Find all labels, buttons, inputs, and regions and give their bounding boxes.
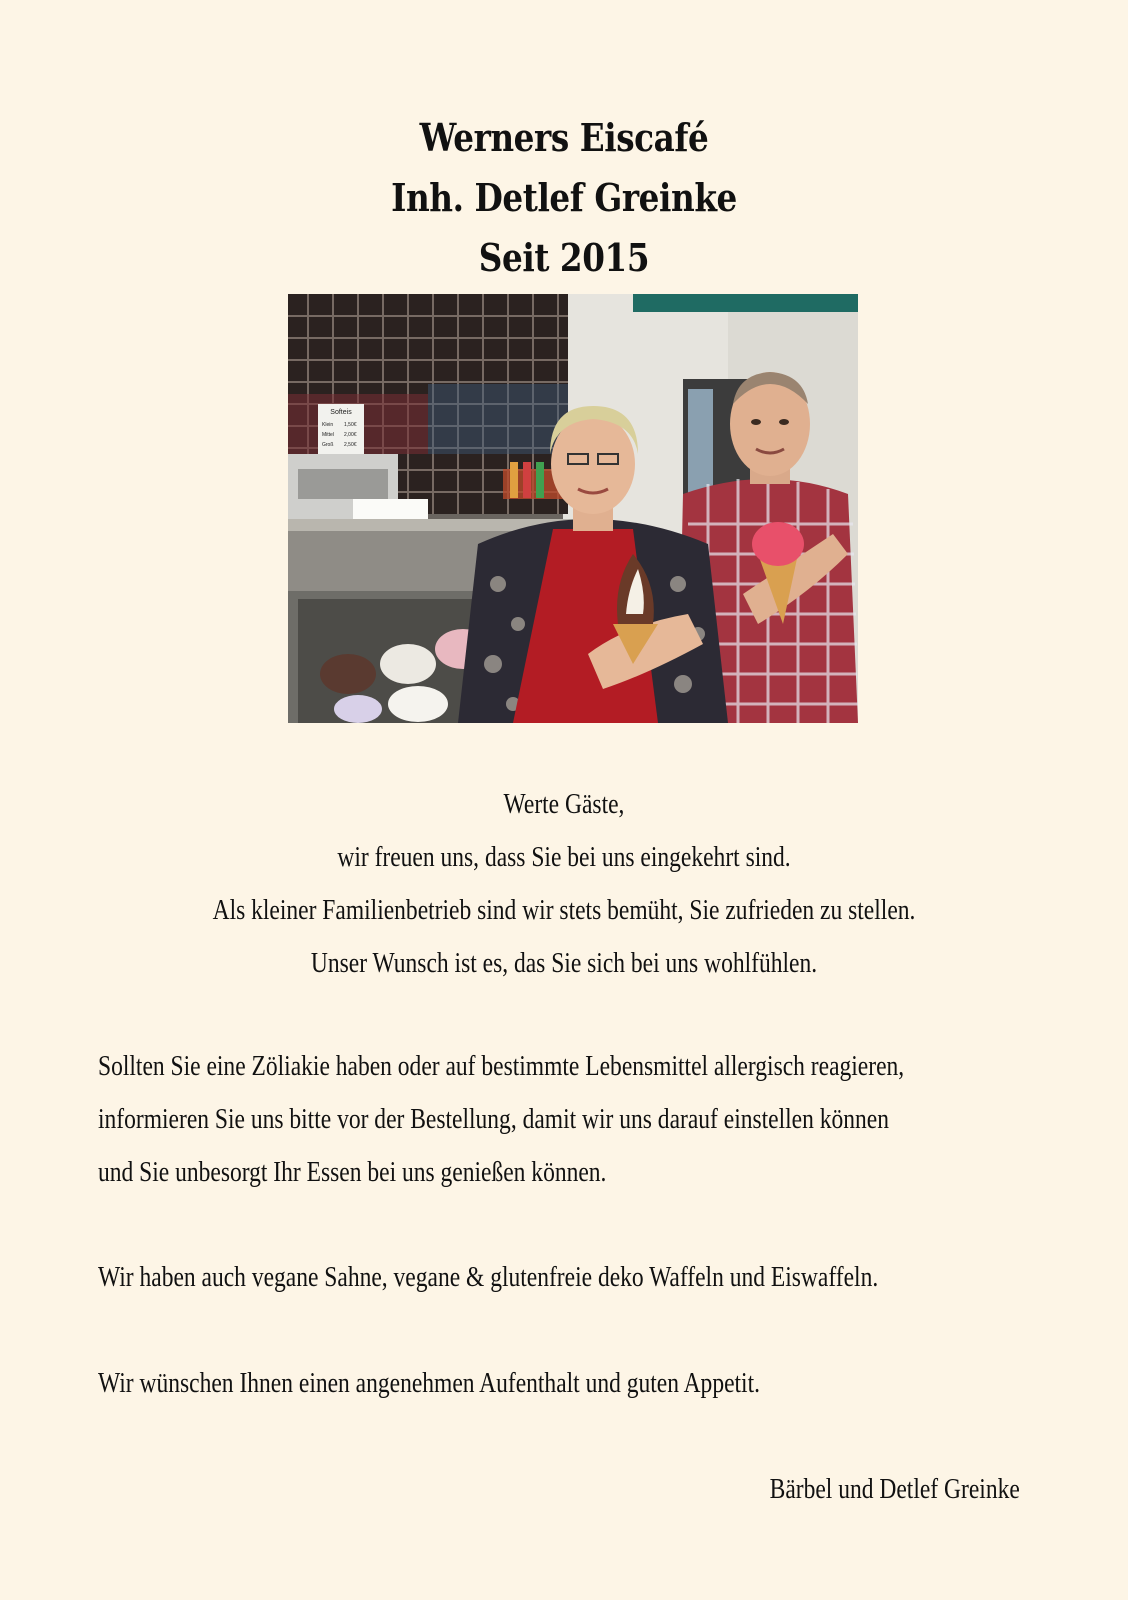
allergy-notice xyxy=(98,1040,1058,1199)
allergy-line: informieren Sie uns bitte vor der Bestellung, damit wir uns darauf einstellen können xyxy=(98,1104,890,1135)
svg-text:1,50€: 1,50€ xyxy=(344,422,357,428)
svg-text:Klein: Klein xyxy=(322,422,334,428)
closing-note-text: Wir wünschen Ihnen einen angenehmen Aufenthalt und guten Appetit. xyxy=(98,1368,761,1399)
greeting-line: wir freuen uns, dass Sie bei uns eingekehrt sind. xyxy=(337,842,791,873)
owner-line: Inh. Detlef Greinke xyxy=(391,175,737,220)
allergy-line: und Sie unbesorgt Ihr Essen bei uns genießen können. xyxy=(98,1157,607,1188)
price-sign xyxy=(318,404,364,454)
since-line: Seit 2015 xyxy=(478,235,650,280)
svg-text:Softeis: Softeis xyxy=(330,409,352,416)
greeting-line: Werte Gäste, xyxy=(503,789,625,820)
vegan-note-text: Wir haben auch vegane Sahne, vegane & glutenfreie deko Waffeln und Eiswaffeln. xyxy=(98,1262,879,1293)
vegan-note xyxy=(98,1251,1058,1304)
greeting-line: Unser Wunsch ist es, das Sie sich bei uns wohlfühlen. xyxy=(310,948,818,979)
svg-text:2,00€: 2,00€ xyxy=(344,432,357,438)
greeting-block xyxy=(0,778,1128,990)
signature: Bärbel und Detlef Greinke xyxy=(769,1474,1020,1505)
svg-text:Mittel: Mittel xyxy=(322,432,334,438)
svg-text:2,50€: 2,50€ xyxy=(344,442,357,448)
owners-photo xyxy=(288,294,858,723)
greeting-line: Als kleiner Familienbetrieb sind wir stets bemüht, Sie zufrieden zu stellen. xyxy=(212,895,916,926)
cafe-name: Werners Eiscafé xyxy=(419,115,709,160)
page-header xyxy=(0,108,1128,288)
closing-note xyxy=(98,1357,1058,1410)
allergy-line: Sollten Sie eine Zöliakie haben oder auf bestimmte Lebensmittel allergisch reagieren, xyxy=(98,1051,905,1082)
svg-text:Groß: Groß xyxy=(322,442,334,448)
